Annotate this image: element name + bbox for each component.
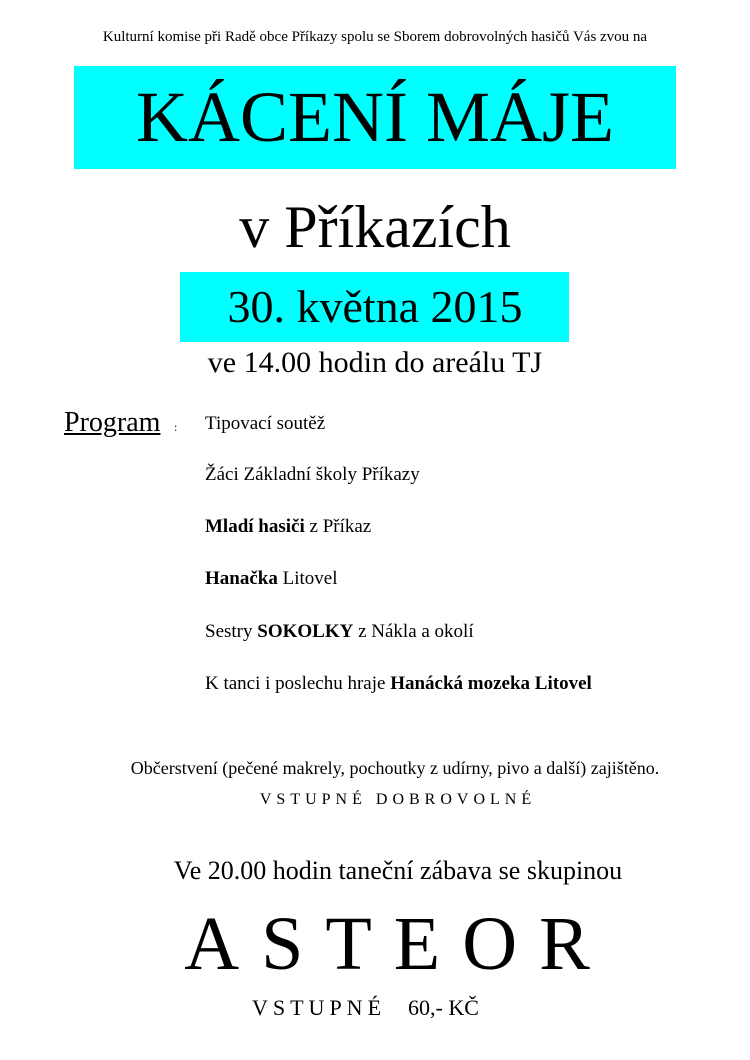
entry-fee-label: VSTUPNÉ [252,995,387,1020]
program-item-text: Tipovací soutěž [205,413,326,434]
program-item-text: Litovel [277,568,338,589]
program-item-bold: Hanačka [205,568,278,589]
evening-dance-text: Ve 20.00 hodin taneční zábava se skupinou [173,856,623,885]
event-place: v Příkazích [239,194,511,260]
program-item-text: Žáci Základní školy Příkazy [205,464,420,485]
event-date: 30. května 2015 [227,281,523,332]
program-label: Program [64,407,161,438]
entry-free-text: VSTUPNÉ DOBROVOLNÉ [259,791,537,808]
program-item [205,411,325,437]
program-item-text: Sestry [205,621,258,642]
program-item [205,462,420,488]
program-item-text: z Příkaz [304,516,372,537]
band-name: ASTEOR [184,902,612,986]
program-item-text: K tanci i poslechu hraje [205,673,391,694]
intro-text: Kulturní komise při Radě obce Příkazy spolu se Sborem dobrovolných hasičů Vás zvou na [102,29,648,45]
program-item-bold: SOKOLKY [257,621,354,642]
program-item [205,566,338,592]
event-time: ve 14.00 hodin do areálu TJ [207,346,543,379]
program-item [205,671,592,697]
program-item [205,619,474,645]
program-item-text: z Nákla a okolí [353,621,474,642]
entry-fee-price: 60,- KČ [408,995,479,1020]
program-item [205,514,371,540]
program-item-bold: Hanácká mozeka Litovel [390,673,592,694]
entry-fee [252,994,479,1022]
program-item-bold: Mladí hasiči [205,516,305,537]
refreshments-text: Občerstvení (pečené makrely, pochoutky z udírny, pivo a další) zajištěno. [130,758,660,778]
program-colon: : [174,420,178,434]
event-title: KÁCENÍ MÁJE [136,77,614,157]
